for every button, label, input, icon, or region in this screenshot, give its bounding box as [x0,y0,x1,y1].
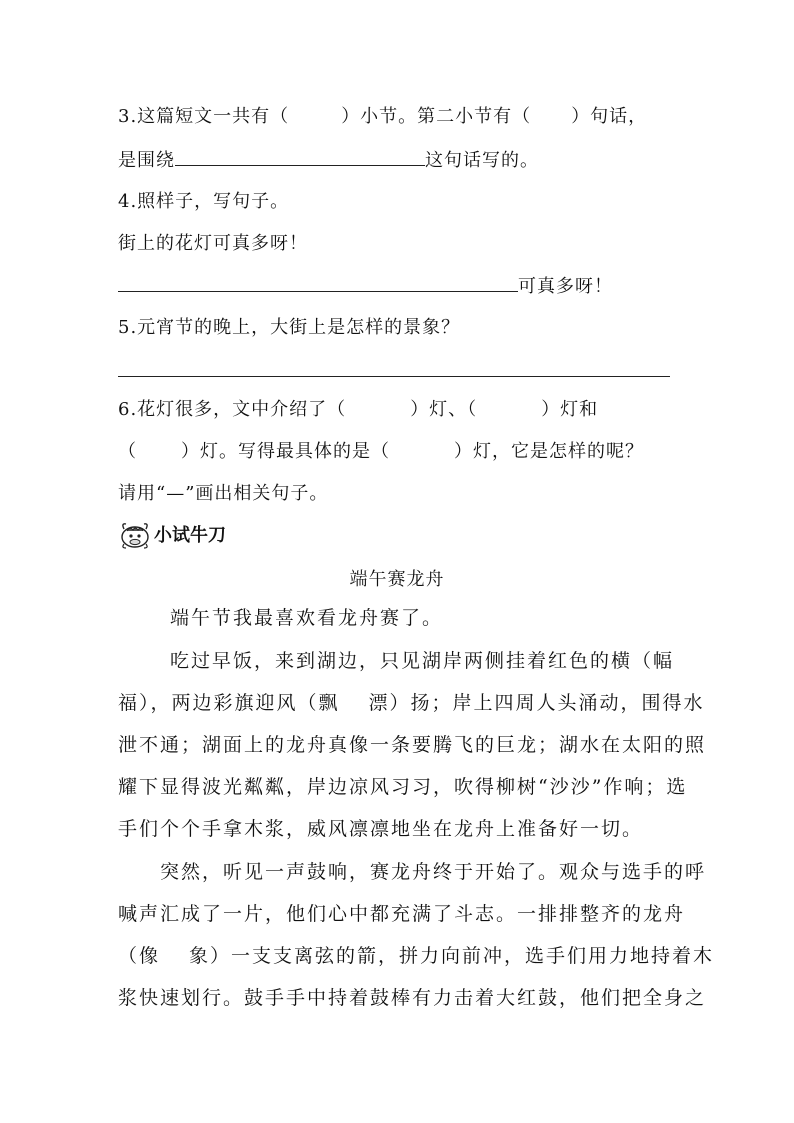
q6-line3: 请用“—”画出相关句子。 [118,483,329,504]
q4-answer-suffix: 可真多呀！ [518,276,613,297]
q6-text-e: ）灯。写得最具体的是（ [181,441,390,462]
passage-line: （像 象）一支支离弦的箭，拼力向前冲，选手们用力地持着木 [118,945,715,967]
q3-line2 [118,147,539,174]
q6-text-b: ）灯、（ [410,399,478,420]
q3-text-e: 这句话写的。 [425,150,539,171]
q6-line1 [118,397,598,423]
passage-line: 吃过早饭，来到湖边，只见湖岸两侧挂着红色的横（幅 [170,650,675,672]
q3-text-c: ）句话， [571,106,648,127]
q6-text-c: ）灯和 [541,399,599,420]
passage-title: 端午赛龙舟 [349,569,445,590]
q6-text-f: ）灯，它是怎样的呢？ [454,441,644,462]
passage-line: 手们个个手拿木浆，威风凛凛地坐在龙舟上准备好一切。 [118,818,644,840]
q4-answer-line [118,273,613,300]
q6-text-d: （ [118,441,137,462]
q3-text-a: 3.这篇短文一共有（ [118,106,290,127]
q3-line1 [118,104,647,130]
passage-line: 端午节我最喜欢看龙舟赛了。 [170,607,444,629]
q6-line2 [118,439,644,465]
cow-mascot-icon [118,517,152,551]
passage-line: 浆快速划行。鼓手手中持着鼓棒有力击着大红鼓，他们把全身之 [118,987,707,1009]
q4-prompt: 4.照样子，写句子。 [118,191,290,212]
section-heading [118,517,226,551]
q5-answer-line[interactable] [118,376,670,377]
passage-line: 耀下显得波光粼粼，岸边凉风习习，吹得柳树“沙沙”作响；选 [118,776,688,798]
passage-line: 喊声汇成了一片，他们心中都充满了斗志。一排排整齐的龙舟 [118,903,686,925]
q3-text-b: ）小节。第二小节有（ [341,106,532,127]
q3-text-d: 是围绕 [118,150,175,171]
q5-prompt: 5.元宵节的晚上，大街上是怎样的景象？ [118,317,461,338]
section-heading-text: 小试牛刀 [154,525,226,546]
q3-blank-key-sentence[interactable] [175,147,425,166]
passage-line: 泄不通；湖面上的龙舟真像一条要腾飞的巨龙；湖水在太阳的照 [118,734,707,756]
passage-line: 突然，听见一声鼓响，赛龙舟终于开始了。观众与选手的呼 [160,861,707,883]
q6-text-a: 6.花灯很多，文中介绍了（ [118,399,347,420]
passage-line: 福），两边彩旗迎风（飘 漂）扬；岸上四周人头涌动，围得水 [118,692,705,714]
q4-blank-answer[interactable] [118,273,518,292]
q4-example: 街上的花灯可真多呀！ [118,233,308,254]
